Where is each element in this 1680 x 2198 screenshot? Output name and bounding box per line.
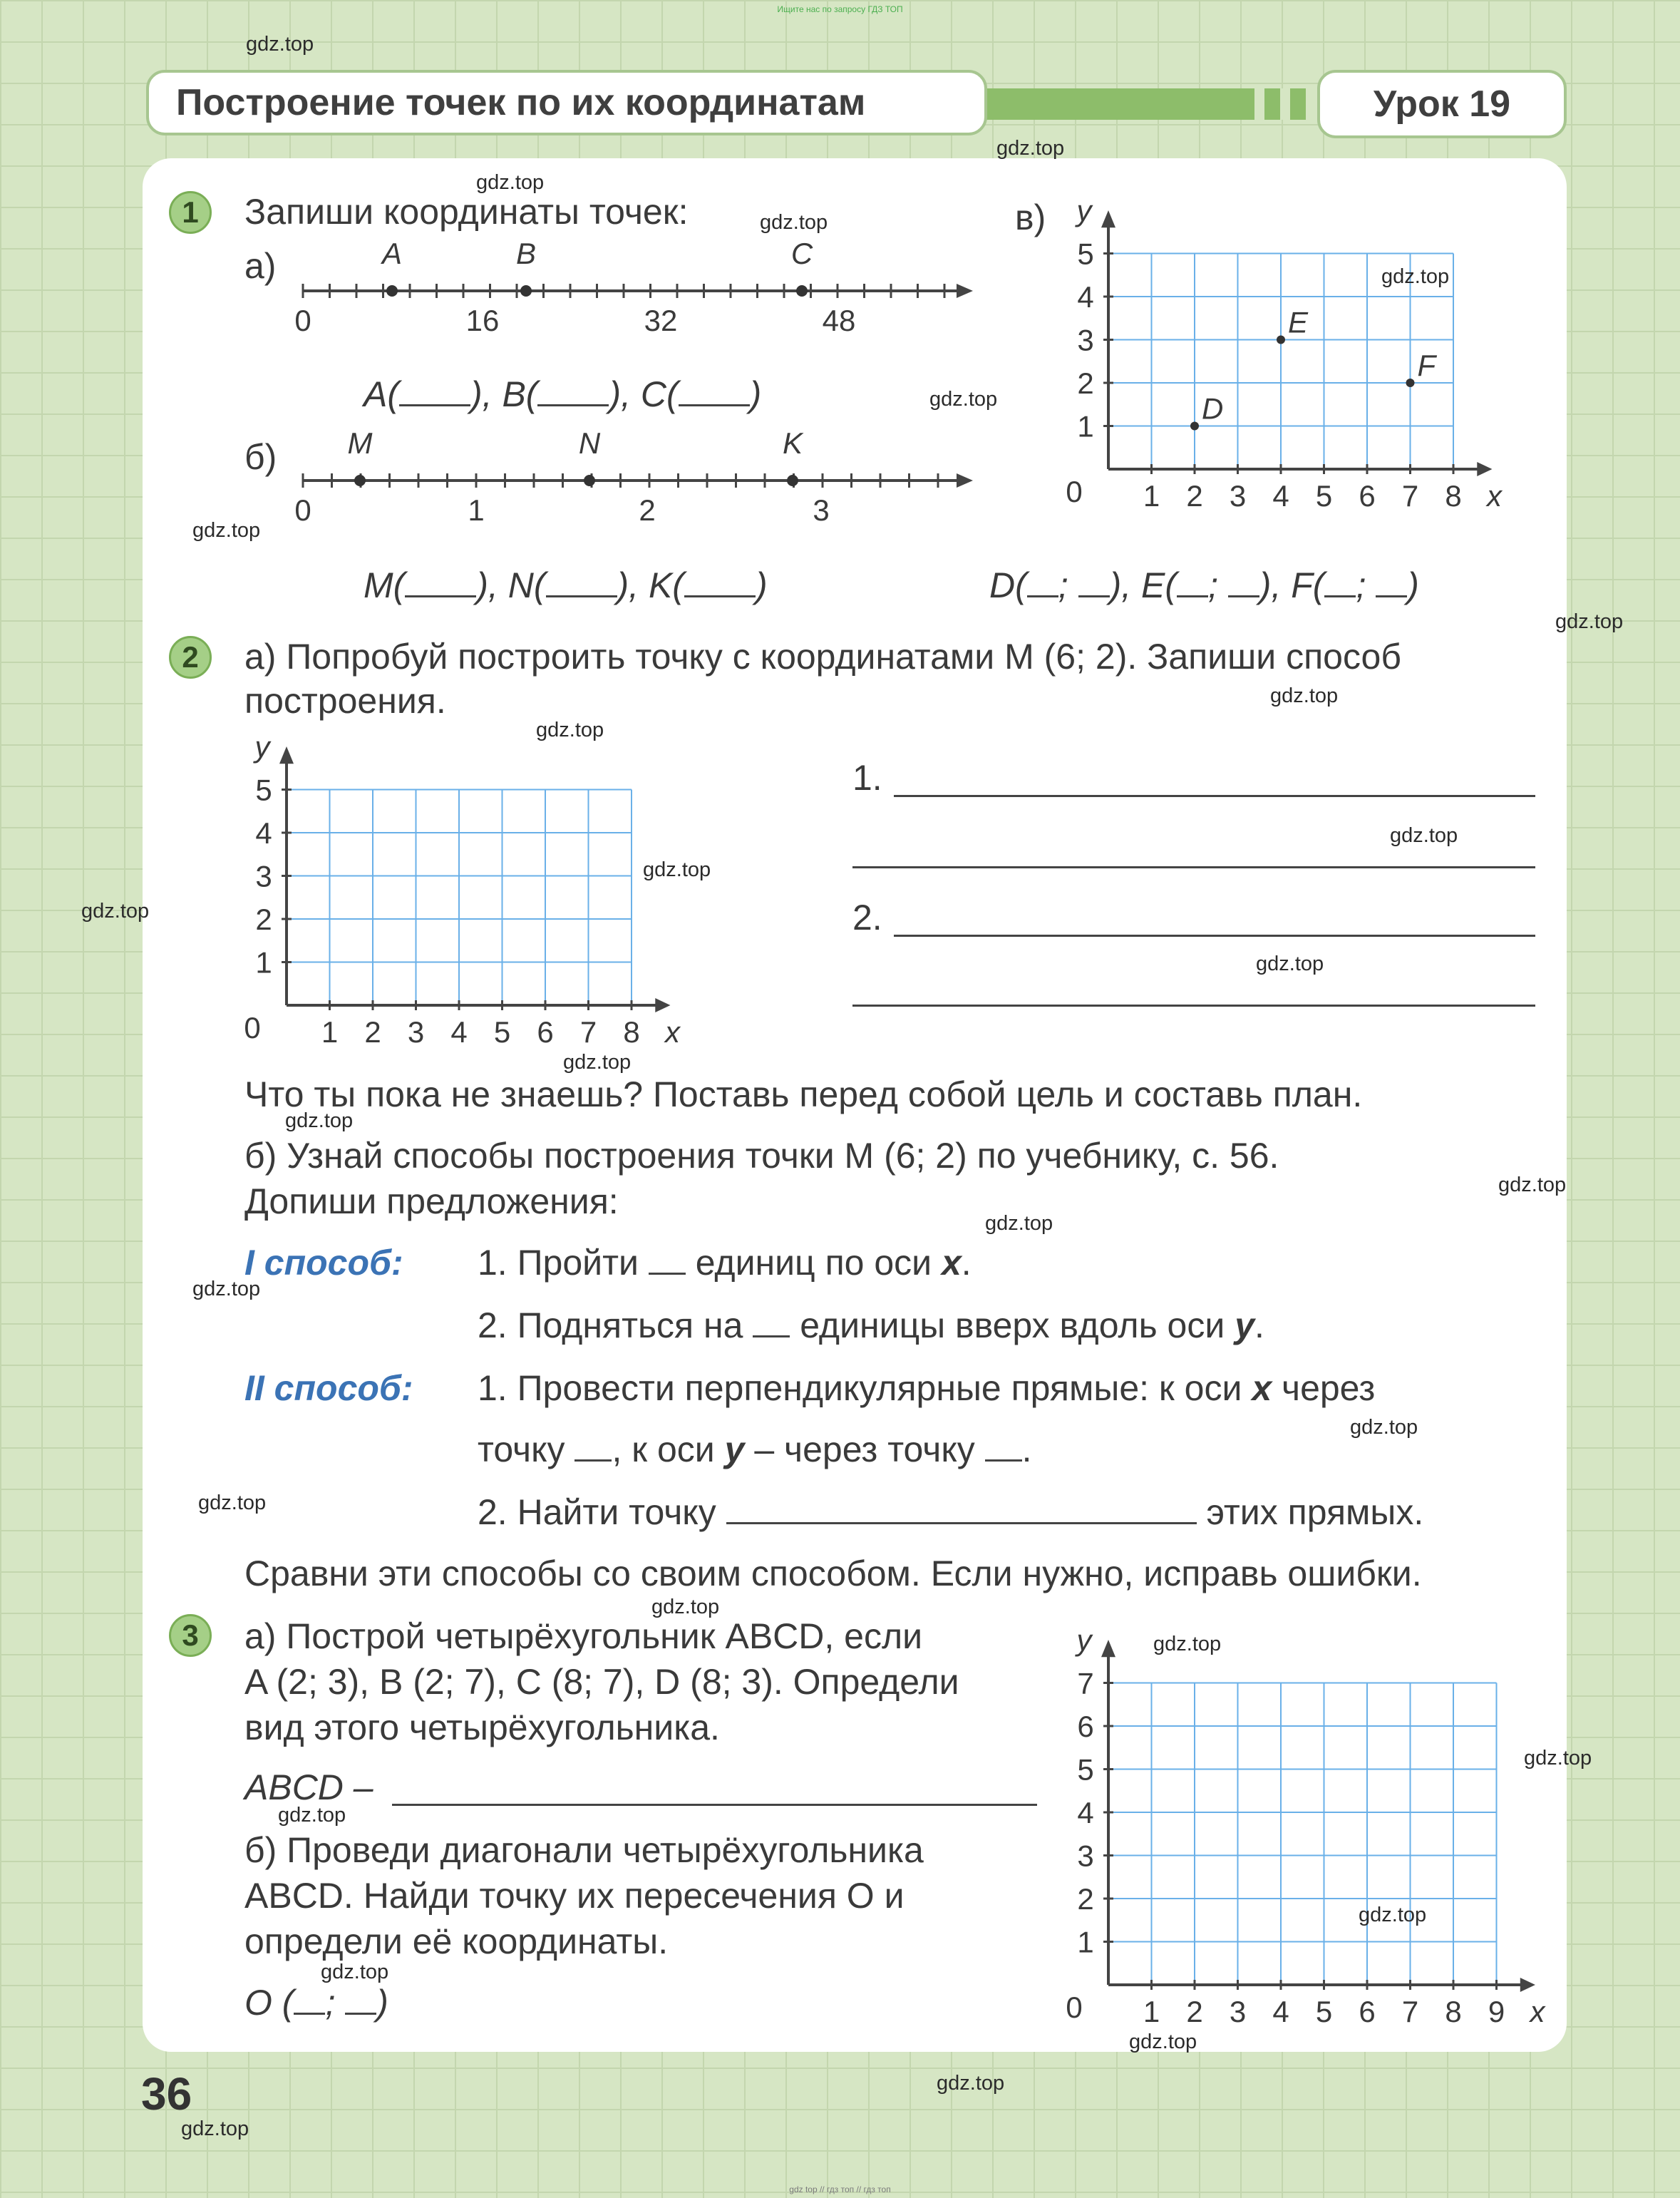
y-axis-label: y <box>254 734 270 764</box>
way-2-step-1-c: через <box>1272 1368 1376 1408</box>
watermark: gdz.top <box>563 1051 632 1074</box>
y-tick-label: 1 <box>1077 409 1094 443</box>
o-end: ) <box>376 1983 388 2023</box>
way-2-title <box>244 1367 413 1409</box>
answer-e-y-blank[interactable] <box>1228 595 1259 597</box>
answer-e-sep: ; <box>1208 565 1228 605</box>
answer-f-x-blank[interactable] <box>1324 595 1356 597</box>
way-1-axis-x: x <box>941 1243 962 1283</box>
answer-f-sep: ; <box>1356 565 1376 605</box>
number-line-a <box>285 242 984 342</box>
task-3a-line1: а) Построй четырёхугольник ABCD, если <box>244 1616 923 1656</box>
step-1-line[interactable] <box>894 795 1535 797</box>
y-axis-arrow <box>1101 1640 1115 1657</box>
grid-task2 <box>235 734 727 1062</box>
task-1b-label: б) <box>244 437 277 477</box>
o-x-blank[interactable] <box>294 2013 325 2015</box>
way-1-step-2-end: . <box>1254 1305 1264 1345</box>
number-line-b <box>285 432 984 532</box>
task-3b-line3: определи её координаты. <box>244 1921 669 1961</box>
x-tick-label: 1 <box>321 1015 339 1049</box>
x-tick-label: 4 <box>1272 479 1289 513</box>
tick-label: 0 <box>294 493 311 527</box>
way-2-step-1-cont <box>478 1429 1032 1470</box>
way-2-axis-y: y <box>724 1429 745 1469</box>
tick-label: 0 <box>294 304 311 337</box>
watermark: gdz.top <box>937 2072 1005 2095</box>
watermark: gdz.top <box>651 1596 720 1618</box>
way-2-step-2-a: 2. Найти точку <box>478 1492 726 1532</box>
task-2a-line1: а) Попробуй построить точку с координатами M (6; 2). Запиши способ <box>244 637 1401 677</box>
way-1-axis-y: y <box>1235 1305 1254 1345</box>
watermark: gdz.top <box>1153 1633 1222 1655</box>
origin-label: 0 <box>1066 475 1083 508</box>
way-2-axis-x: x <box>1252 1368 1272 1408</box>
answer-c-close: ) <box>749 374 762 414</box>
watermark: gdz.top <box>1359 1904 1427 1926</box>
task-1v-label: в) <box>1015 197 1046 237</box>
way-1-step-1-a: 1. Пройти <box>478 1243 649 1283</box>
watermark: gdz.top <box>246 33 314 56</box>
watermark: gdz.top <box>1270 684 1339 707</box>
answer-e-x-blank[interactable] <box>1177 595 1208 597</box>
x-tick-label: 8 <box>1445 1995 1462 2028</box>
task-1a-label: а) <box>244 246 277 286</box>
answer-f-y-blank[interactable] <box>1376 595 1407 597</box>
step-1-label: 1. <box>852 758 882 798</box>
y-tick-label: 4 <box>1077 1796 1094 1829</box>
y-tick-label: 1 <box>1077 1925 1094 1959</box>
grid-lines <box>287 790 632 1006</box>
task-2a-line2: построения. <box>244 681 446 721</box>
answer-d-close: ), <box>1109 565 1141 605</box>
x-tick-label: 1 <box>1143 1995 1160 2028</box>
way-2-step-2-b: этих прямых. <box>1196 1492 1424 1532</box>
point-label: D <box>1202 391 1224 426</box>
point-marker <box>1190 422 1199 431</box>
x-tick-label: 5 <box>493 1015 511 1049</box>
y-tick-label: 3 <box>255 859 272 893</box>
watermark: gdz.top <box>985 1212 1053 1235</box>
answer-n-blank[interactable] <box>546 595 617 597</box>
point-marker <box>354 475 366 486</box>
watermark: gdz.top <box>181 2117 249 2140</box>
x-tick-label: 9 <box>1488 1995 1505 2028</box>
watermark: gdz.top <box>285 1109 354 1132</box>
watermark: gdz.top <box>476 171 545 194</box>
x-tick-label: 5 <box>1315 479 1333 513</box>
task-3-number: 3 <box>169 1614 212 1657</box>
answer-m-label: M( <box>364 565 406 605</box>
way-2-point-blank-2[interactable] <box>985 1459 1022 1462</box>
abcd-answer-line[interactable] <box>392 1804 1037 1806</box>
task-3a-line2: A (2; 3), B (2; 7), C (8; 7), D (8; 3). Определи <box>244 1662 959 1702</box>
point-label: A <box>381 242 403 270</box>
answer-b-blank[interactable] <box>537 404 609 406</box>
watermark: gdz.top <box>1381 265 1450 288</box>
point-marker <box>386 285 398 297</box>
step-2-label: 2. <box>852 898 882 938</box>
watermark: gdz.top <box>278 1804 346 1827</box>
way-2-title-text: II способ: <box>244 1368 413 1408</box>
answer-m-blank[interactable] <box>405 595 476 597</box>
y-tick-label: 3 <box>1077 1839 1094 1873</box>
way-1-step-1 <box>478 1242 972 1283</box>
task-1b-answer <box>364 565 768 606</box>
y-tick-label: 4 <box>255 816 272 850</box>
point-label: F <box>1417 349 1436 382</box>
answer-f-close: ) <box>1407 565 1419 605</box>
point-marker <box>1277 336 1285 344</box>
way-1-title-text: I способ: <box>244 1243 403 1283</box>
grid-lines <box>1108 1683 1497 1986</box>
tick-labels <box>1066 1623 1546 2028</box>
x-tick-label: 2 <box>1186 479 1203 513</box>
answer-k-blank[interactable] <box>684 595 756 597</box>
answer-a-label: A( <box>364 374 399 414</box>
answer-k-label: K( <box>648 565 684 605</box>
watermark: gdz.top <box>536 719 604 741</box>
tick-labels <box>1066 194 1503 513</box>
point-marker <box>1406 379 1415 387</box>
watermark: gdz.top <box>760 211 828 234</box>
lesson-number: Урок 19 <box>1317 70 1567 138</box>
watermark: gdz.top <box>1256 952 1324 975</box>
x-tick-label: 8 <box>623 1015 640 1049</box>
x-tick-label: 4 <box>450 1015 468 1049</box>
answer-e-close: ), <box>1259 565 1292 605</box>
watermark: gdz.top <box>643 858 711 881</box>
y-tick-label: 5 <box>255 773 272 807</box>
o-y-blank[interactable] <box>345 2013 376 2015</box>
point-marker <box>520 285 532 297</box>
x-axis-label: x <box>664 1015 680 1049</box>
watermark: gdz.top <box>1555 610 1624 633</box>
bottom-note: gdz top // гдз топ // гдз топ <box>789 2184 891 2194</box>
watermark: gdz.top <box>321 1961 389 1983</box>
step-2-line[interactable] <box>894 935 1535 937</box>
y-tick-label: 5 <box>1077 1752 1094 1787</box>
way-2-step-1-a: 1. Провести перпендикулярные прямые: к оси <box>478 1368 1252 1408</box>
answer-b-close: ), <box>609 374 641 414</box>
task-2b-line2: Допиши предложения: <box>244 1181 619 1221</box>
y-tick-label: 2 <box>255 903 272 936</box>
answer-m-close: ), <box>476 565 508 605</box>
way-2-step-1 <box>478 1367 1375 1409</box>
way-2-step-1-d: точку <box>478 1429 575 1469</box>
point-marker <box>787 475 798 486</box>
tick-label: 2 <box>639 493 656 527</box>
point-label: B <box>515 242 537 270</box>
o-label: O ( <box>244 1983 294 2023</box>
lesson-title: Построение точек по их координатам <box>146 70 987 135</box>
answer-a-close: ), <box>470 374 503 414</box>
abcd-label: ABCD – <box>244 1767 373 1807</box>
answer-c-blank[interactable] <box>679 404 750 406</box>
tick-label: 1 <box>468 493 485 527</box>
x-tick-label: 2 <box>364 1015 381 1049</box>
grid-task3 <box>1048 1608 1554 2036</box>
x-tick-label: 8 <box>1445 479 1462 513</box>
answer-c-label: C( <box>640 374 679 414</box>
answer-a-blank[interactable] <box>399 404 470 406</box>
tick-label: 48 <box>822 304 856 337</box>
watermark: gdz.top <box>81 900 150 923</box>
x-tick-label: 6 <box>1359 1995 1376 2028</box>
x-axis-arrow <box>655 998 670 1012</box>
watermark: gdz.top <box>192 519 261 542</box>
x-axis-label: x <box>1486 479 1502 513</box>
x-tick-label: 3 <box>407 1015 425 1049</box>
way-1-step-2-a: 2. Подняться на <box>478 1305 753 1345</box>
point-label: E <box>1288 305 1309 339</box>
task-2b-line1: б) Узнай способы построения точки M (6; 2) по учебнику, с. 56. <box>244 1136 1279 1176</box>
x-axis-arrow <box>1477 462 1492 476</box>
x-axis-label: x <box>1530 1995 1545 2028</box>
way-2-step-2-blank[interactable] <box>726 1522 1197 1524</box>
answer-k-close: ) <box>755 565 768 605</box>
point-label: N <box>578 432 601 460</box>
x-tick-label: 1 <box>1143 479 1160 513</box>
task-1-number: 1 <box>169 191 212 234</box>
o-sep: ; <box>325 1983 346 2023</box>
watermark: gdz.top <box>1390 824 1458 847</box>
x-tick-label: 7 <box>1401 479 1419 513</box>
way-1-step-1-b: единиц по оси <box>685 1243 942 1283</box>
x-tick-label: 2 <box>1186 1995 1203 2028</box>
answer-d-sep: ; <box>1058 565 1078 605</box>
y-tick-label: 4 <box>1077 280 1094 314</box>
way-2-step-2 <box>478 1491 1423 1533</box>
step-1-line-2[interactable] <box>852 866 1535 868</box>
tick-label: 16 <box>465 304 500 337</box>
y-tick-label: 6 <box>1077 1710 1094 1743</box>
watermark: gdz.top <box>996 137 1065 160</box>
answer-n-close: ), <box>617 565 649 605</box>
way-1-step-1-blank[interactable] <box>649 1273 686 1275</box>
tick-label: 3 <box>813 493 830 527</box>
answer-d-y-blank[interactable] <box>1078 595 1110 597</box>
answer-d-x-blank[interactable] <box>1027 595 1058 597</box>
watermark: gdz.top <box>1524 1747 1592 1770</box>
task-3b-line1: б) Проведи диагонали четырёхугольника <box>244 1830 924 1870</box>
y-tick-label: 2 <box>1077 366 1094 400</box>
way-2-step-1-end: . <box>1021 1429 1032 1469</box>
watermark: gdz.top <box>1350 1416 1418 1439</box>
answer-f-label: F( <box>1291 565 1325 605</box>
way-1-step-2-b: единицы вверх вдоль оси <box>790 1305 1235 1345</box>
y-tick-label: 5 <box>1077 237 1094 271</box>
y-tick-label: 3 <box>1077 323 1094 357</box>
x-tick-label: 5 <box>1315 1995 1333 2028</box>
task-3a-line3: вид этого четырёхугольника. <box>244 1707 720 1747</box>
y-tick-label: 2 <box>1077 1882 1094 1916</box>
x-tick-label: 6 <box>1359 479 1376 513</box>
x-axis-arrow <box>1520 1978 1535 1992</box>
points <box>1190 306 1438 431</box>
task-2-question: Что ты пока не знаешь? Поставь перед собой цель и составь план. <box>244 1074 1363 1114</box>
way-1-step-2-blank[interactable] <box>753 1335 790 1337</box>
way-1-step-1-end: . <box>961 1243 972 1283</box>
point-label: C <box>790 242 813 270</box>
task-1a-answer <box>364 374 761 415</box>
x-tick-label: 4 <box>1272 1995 1289 2028</box>
top-note: Ищите нас по запросу ГДЗ ТОП <box>777 4 903 14</box>
way-2-step-1-e: , к оси <box>612 1429 725 1469</box>
watermark: gdz.top <box>1129 2030 1197 2053</box>
origin-label: 0 <box>244 1011 261 1044</box>
header-bar <box>986 88 1314 120</box>
way-1-step-2 <box>478 1305 1264 1346</box>
way-2-step-1-g: – через точку <box>744 1429 985 1469</box>
header-stripe <box>1306 88 1316 120</box>
task-2-number: 2 <box>169 636 212 679</box>
y-axis-arrow <box>1101 210 1115 227</box>
watermark: gdz.top <box>198 1491 267 1514</box>
task-1-prompt: Запиши координаты точек: <box>244 192 689 232</box>
answer-b-label: B( <box>502 374 538 414</box>
x-tick-label: 3 <box>1229 479 1247 513</box>
tick-labels <box>244 734 681 1049</box>
task-1v-answer <box>989 565 1419 606</box>
way-1-title <box>244 1242 403 1283</box>
watermark: gdz.top <box>929 388 998 411</box>
way-2-point-blank-1[interactable] <box>574 1459 612 1462</box>
point-label: M <box>347 432 373 460</box>
task-3b-line2: ABCD. Найди точку их пересечения O и <box>244 1876 905 1916</box>
point-marker <box>584 475 595 486</box>
answer-n-label: N( <box>507 565 546 605</box>
y-tick-label: 7 <box>1077 1666 1094 1700</box>
point-marker <box>796 285 808 297</box>
answer-d-label: D( <box>989 565 1027 605</box>
y-axis-arrow <box>279 746 294 764</box>
task-2-compare: Сравни эти способы со своим способом. Если нужно, исправь ошибки. <box>244 1554 1422 1593</box>
y-axis-label: y <box>1076 194 1092 228</box>
watermark: gdz.top <box>1498 1174 1567 1196</box>
o-answer <box>244 1982 388 2023</box>
point-label: K <box>782 432 803 460</box>
answer-e-label: E( <box>1141 565 1177 605</box>
x-tick-label: 3 <box>1229 1995 1247 2028</box>
y-axis-label: y <box>1076 1623 1092 1658</box>
watermark: gdz.top <box>192 1278 261 1300</box>
page-number: 36 <box>141 2068 192 2120</box>
header-stripe <box>1254 88 1264 120</box>
step-2-line-2[interactable] <box>852 1005 1535 1007</box>
x-tick-label: 7 <box>1401 1995 1419 2028</box>
grid-task1 <box>1048 194 1540 522</box>
header-stripe <box>1280 88 1290 120</box>
y-tick-label: 1 <box>255 945 272 980</box>
tick-label: 32 <box>644 304 678 337</box>
x-tick-label: 7 <box>579 1015 597 1049</box>
x-tick-label: 6 <box>537 1015 554 1049</box>
origin-label: 0 <box>1066 1991 1083 2024</box>
